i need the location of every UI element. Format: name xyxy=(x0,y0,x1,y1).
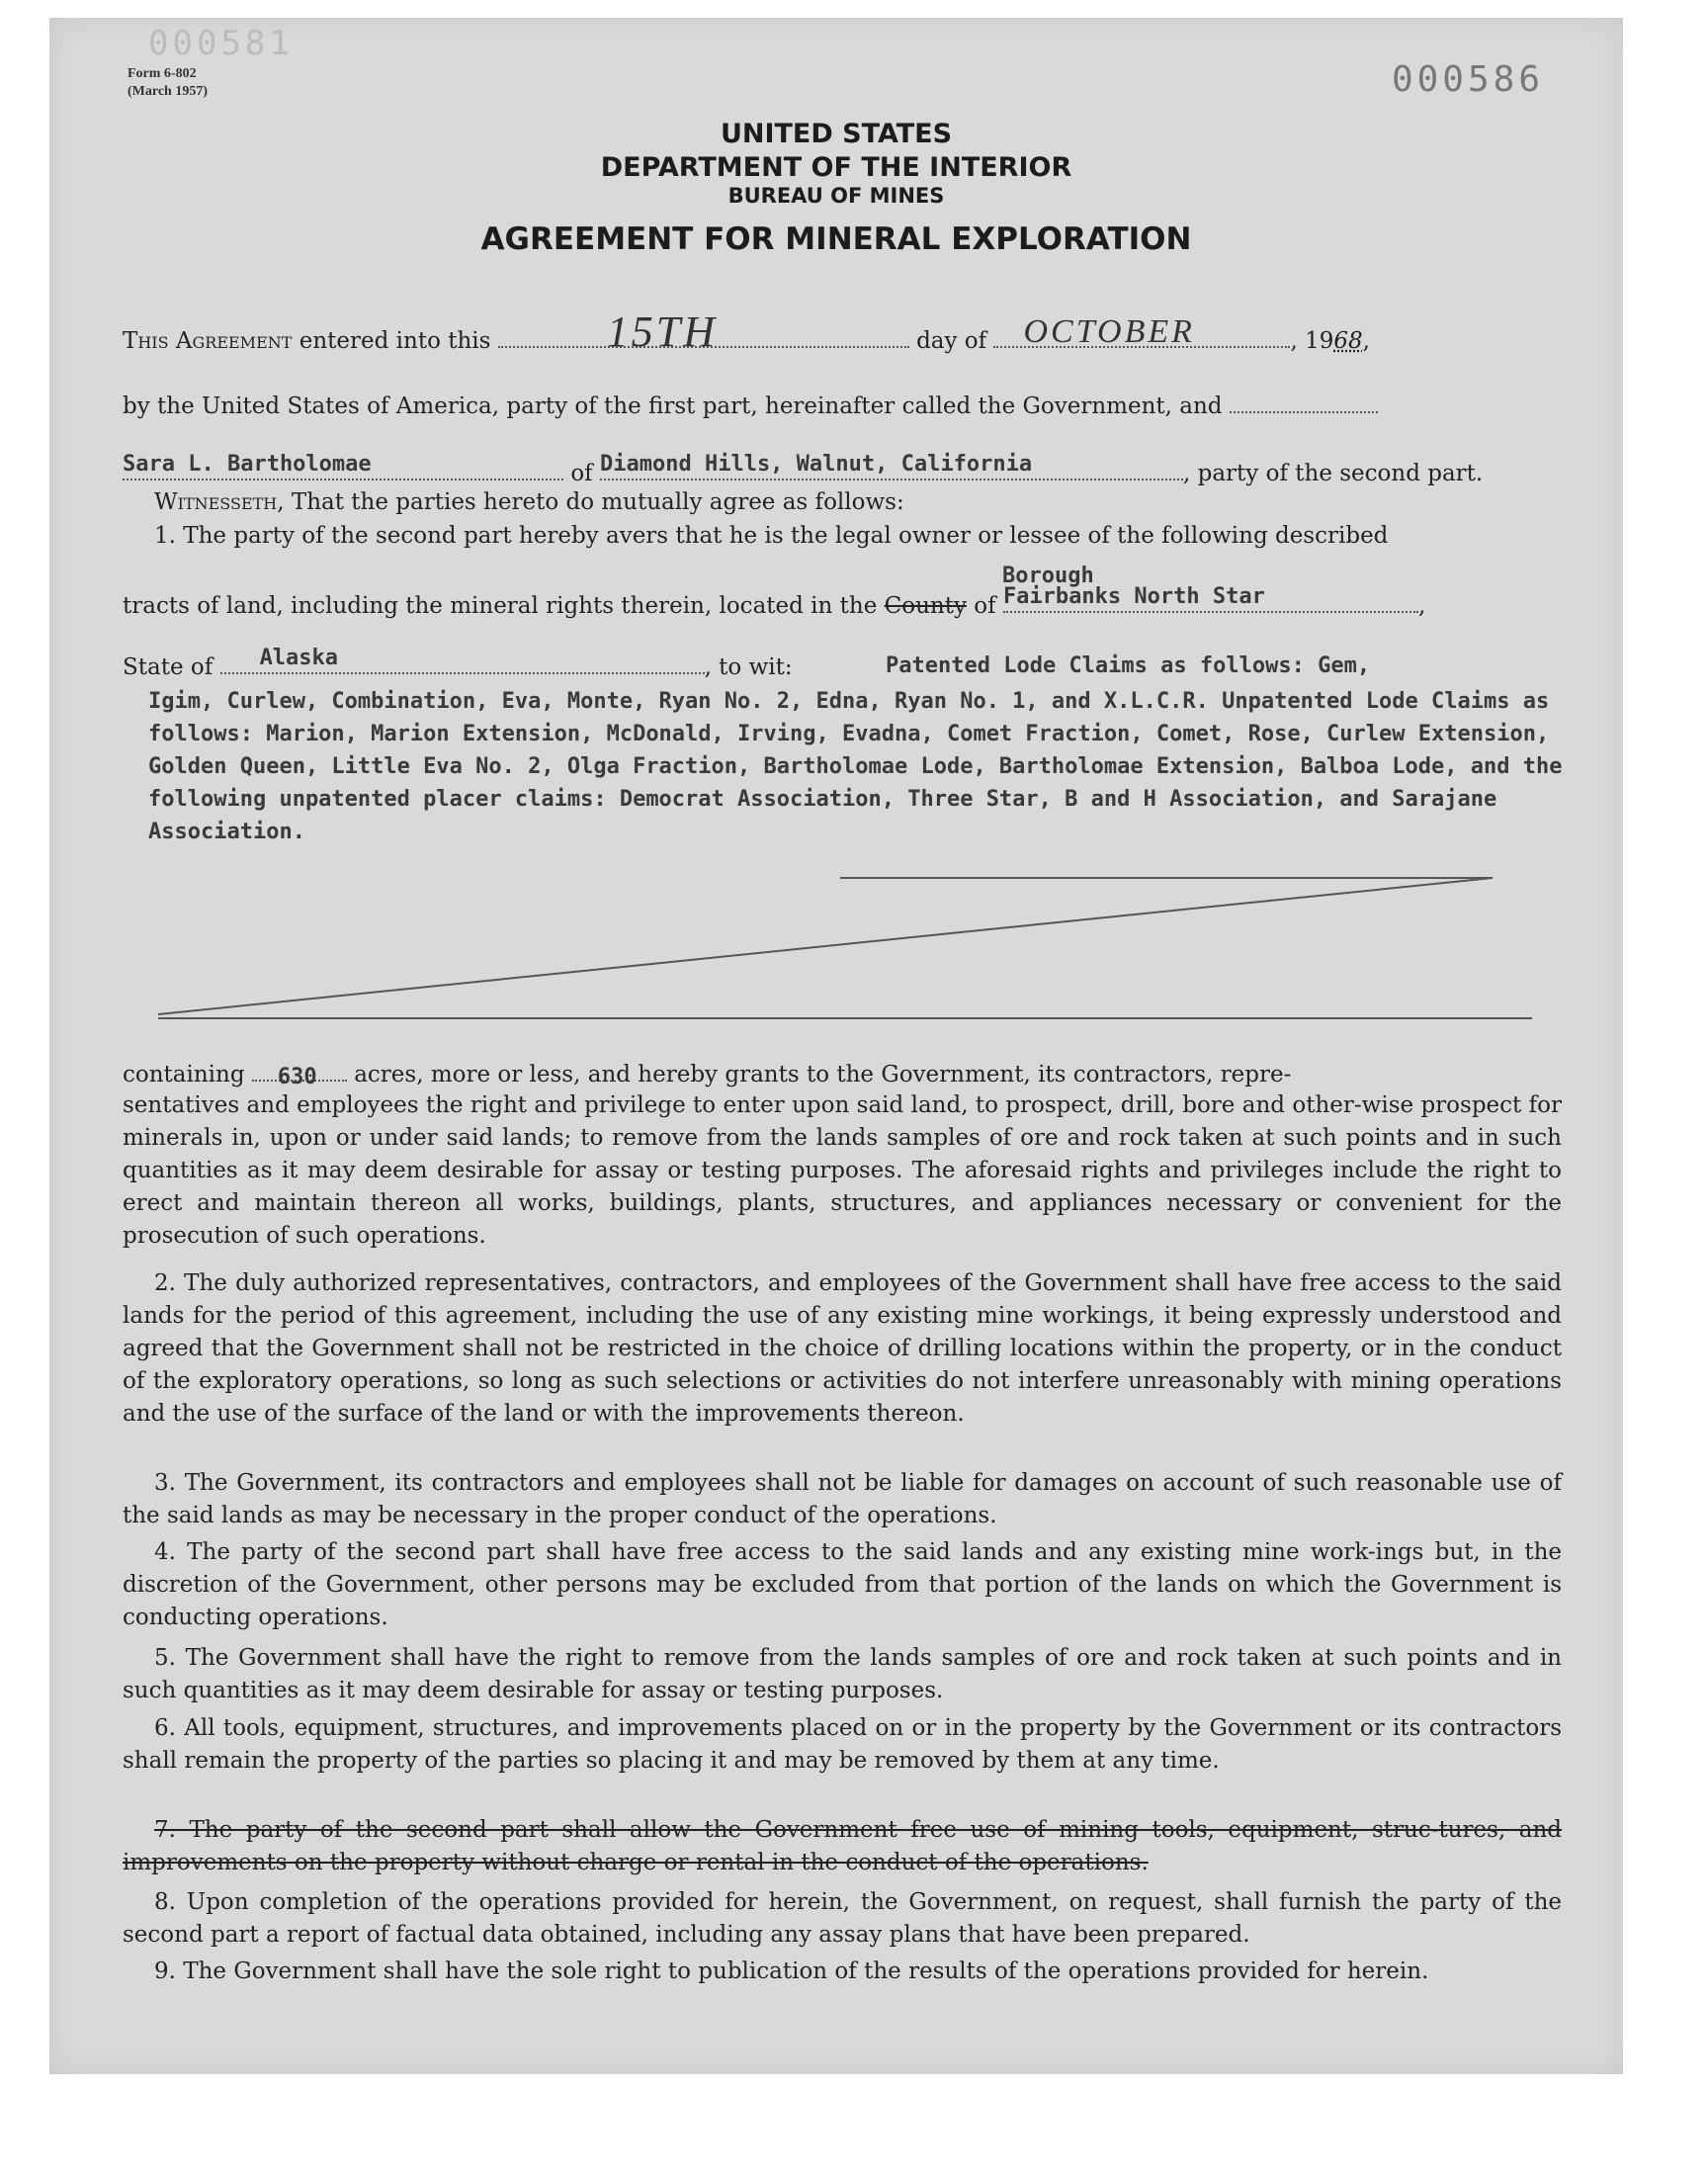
acres-field xyxy=(252,1056,347,1089)
day-of-text: day of xyxy=(916,328,987,354)
party-address-field xyxy=(600,452,1183,480)
clause-5: 5. The Government shall have the right to remove from the lands samples of ore and rock taken at such points and in such quantities as it may deem desirable for assay or testing purposes. xyxy=(123,1645,1562,1703)
header-bureau: BUREAU OF MINES xyxy=(727,184,945,208)
witnesseth-line: Witnesseth, That the parties hereto do mutually agree as follows: xyxy=(154,489,904,515)
clause-6: 6. All tools, equipment, structures, and improvements placed on or in the property by the Government or its contractors shall remain the property of the parties so placing it and may be removed by them at any time. xyxy=(123,1715,1562,1774)
party-name-field xyxy=(123,452,563,480)
party-line xyxy=(123,452,1562,490)
day-field xyxy=(498,307,909,356)
document-number-stamp: 000586 xyxy=(1391,59,1544,100)
by-line: by the United States of America, party of the first part, hereinafter called the Government, and xyxy=(123,388,1562,423)
county-struck: County xyxy=(884,593,967,619)
tracts-line: tracts of land, including the mineral rights therein, located in the County of Fairbanks North Star , xyxy=(123,587,1562,623)
ghost-stamp-number: 000581 xyxy=(148,24,294,63)
borough-insert: Borough xyxy=(1002,564,1094,588)
containing-line: containing 630 acres, more or less, and hereby grants to the Government, its contractors, repre- xyxy=(123,1056,1562,1091)
state-value: Alaska xyxy=(259,646,339,670)
clause-4: 4. The party of the second part shall have free access to the said lands and any existing mine work-ings but, in the discretion of the Government, other persons may be excluded from that portion of the lands on which the Government is conducting operations. xyxy=(123,1539,1562,1630)
month-value: OCTOBER xyxy=(1023,313,1195,350)
clause-1-continued: sentatives and employees the right and privilege to enter upon said land, to prospect, drill, bore and other-wise prospect for minerals in, upon or under said lands; to remove from the lands samples of ore and rock taken at such points and in such quantities as it may deem desirable for assay or testing purposes. The aforesaid rights and privileges include the right to erect and maintain thereon all works, buildings, plants, structures, and appliances necessary or convenient for the prosecution of such operations. xyxy=(123,1092,1562,1249)
entered-text: entered into this xyxy=(299,328,491,354)
document-page xyxy=(49,18,1623,2074)
form-date: (March 1957) xyxy=(128,84,208,99)
clause-1-first-line: 1. The party of the second part hereby avers that he is the legal owner or lessee of the following described xyxy=(154,523,1389,549)
clause-2: 2. The duly authorized representatives, contractors, and employees of the Government shall have free access to the said lands for the period of this agreement, including the use of any existing mine workings, it being expressly understood and agreed that the Government shall not be restricted in the choice of drilling locations within the property, or in the conduct of the exploratory operations, so long as such selections or activities do not interfere unreasonably with mining operations and the use of the surface of the land or with the improvements thereon. xyxy=(123,1270,1562,1427)
clause-3: 3. The Government, its contractors and employees shall not be liable for damages on account of such reasonable use of the said lands as may be necessary in the proper conduct of the operations. xyxy=(123,1470,1562,1528)
month-field xyxy=(993,313,1290,350)
party-name-value: Sara L. Bartholomae xyxy=(123,452,372,477)
claims-first-line: Patented Lode Claims as follows: Gem, xyxy=(886,653,1371,678)
state-line: State of Alaska , to wit: xyxy=(123,649,1562,684)
header-united-states: UNITED STATES xyxy=(720,119,953,149)
acres-value: 630 xyxy=(277,1065,317,1089)
strike-z-lines xyxy=(49,848,1623,1046)
year-value: 68 xyxy=(1333,328,1363,354)
witnesseth-label: Witnesseth xyxy=(154,489,278,515)
strike-diagonal xyxy=(158,878,1493,1014)
party-field-blank xyxy=(1230,388,1378,413)
county-field xyxy=(1002,584,1418,613)
document-title: AGREEMENT FOR MINERAL EXPLORATION xyxy=(480,221,1192,257)
state-field xyxy=(220,646,705,674)
county-value: Fairbanks North Star xyxy=(1002,584,1265,609)
party-address-value: Diamond Hills, Walnut, California xyxy=(600,452,1033,477)
clause-9: 9. The Government shall have the sole right to publication of the results of the operations provided for herein. xyxy=(154,1958,1429,1984)
form-number-label: Form 6-802 xyxy=(128,66,197,81)
clause-7-struck: 7. The party of the second part shall allow the Government free use of mining tools, equipment, struc-tures, and improvements on the property without charge or rental in the conduct of the operations. xyxy=(123,1817,1562,1875)
agreement-date-line: This Agreement entered into this 15TH day of OCTOBER , 1968, xyxy=(123,307,1370,356)
clause-8: 8. Upon completion of the operations provided for herein, the Government, on request, shall furnish the party of the second part a report of factual data obtained, including any assay plans that have been prepared. xyxy=(123,1889,1562,1948)
form-number xyxy=(128,65,208,101)
day-value: 15TH xyxy=(606,307,718,356)
header-department: DEPARTMENT OF THE INTERIOR xyxy=(600,152,1072,183)
year-prefix: 19 xyxy=(1305,328,1334,354)
claims-list: Igim, Curlew, Combination, Eva, Monte, Ryan No. 2, Edna, Ryan No. 1, and X.L.C.R. Unpatented Lode Claims as follows: Marion, Marion Extension, McDonald, Irving, Evadna, Comet Fraction, Comet, Rose, Curlew Extension, Golden Queen, Little Eva No. 2, Olga Fraction, Bartholomae Lode, Bartholomae Extension, Balboa Lode, and the following unpatented placer claims: Democrat Association, Three Star, B and H Association, and Sarajane Association. xyxy=(148,689,1563,844)
party-second-text: , party of the second part. xyxy=(1183,461,1484,486)
of-text: of xyxy=(570,461,593,486)
agreement-label: This Agreement xyxy=(123,328,293,354)
